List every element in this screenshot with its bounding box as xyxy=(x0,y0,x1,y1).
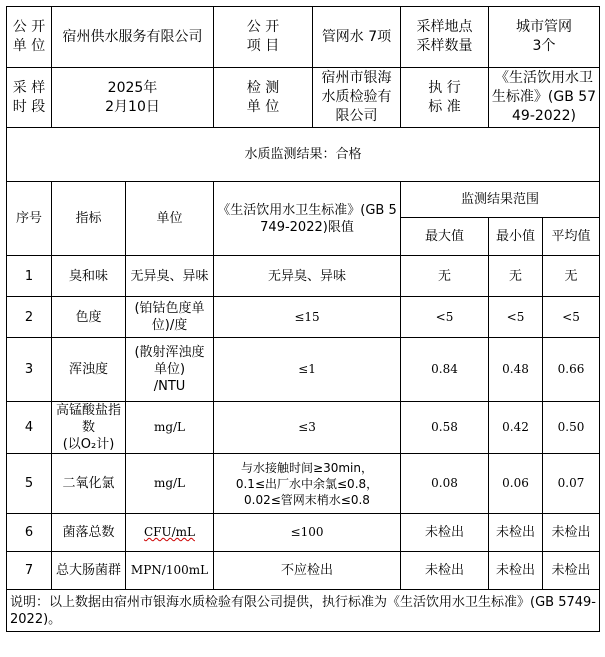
publisher-label: 公 开 单 位 xyxy=(7,7,52,68)
sampling-period-value: 2025年 2月10日 xyxy=(52,68,214,128)
water-quality-report xyxy=(6,6,599,632)
table-row xyxy=(7,297,600,338)
row-seq: 2 xyxy=(7,297,52,338)
row-unit: mg/L xyxy=(126,402,214,454)
row-indicator: 高锰酸盐指数 (以O₂计) xyxy=(52,402,126,454)
publisher-value: 宿州供水服务有限公司 xyxy=(52,7,214,68)
row-limit: ≤100 xyxy=(214,514,401,552)
row-indicator: 臭和味 xyxy=(52,256,126,297)
row-unit: MPN/100mL xyxy=(126,552,214,590)
row-avg: 0.07 xyxy=(543,454,600,514)
row-max: 未检出 xyxy=(401,552,489,590)
row-indicator: 菌落总数 xyxy=(52,514,126,552)
row-max: 0.08 xyxy=(401,454,489,514)
row-unit xyxy=(126,514,214,552)
report-table xyxy=(6,6,600,632)
note-row xyxy=(7,590,600,632)
row-max: 0.58 xyxy=(401,402,489,454)
row-seq: 3 xyxy=(7,338,52,402)
row-min: 0.42 xyxy=(489,402,543,454)
row-avg: 0.50 xyxy=(543,402,600,454)
row-avg: 0.66 xyxy=(543,338,600,402)
standard-value: 《生活饮用水卫生标准》(GB 5749-2022) xyxy=(489,68,600,128)
row-max: 0.84 xyxy=(401,338,489,402)
col-limit: 《生活饮用水卫生标准》(GB 5749-2022)限值 xyxy=(214,182,401,256)
table-row xyxy=(7,256,600,297)
header-row-1 xyxy=(7,7,600,68)
col-avg: 平均值 xyxy=(543,218,600,256)
row-seq: 7 xyxy=(7,552,52,590)
result-text: 水质监测结果：合格 xyxy=(7,128,600,182)
row-unit-text: CFU/mL xyxy=(143,525,195,539)
row-indicator: 浑浊度 xyxy=(52,338,126,402)
table-row xyxy=(7,514,600,552)
row-limit: 不应检出 xyxy=(214,552,401,590)
header-row-2 xyxy=(7,68,600,128)
row-max: 无 xyxy=(401,256,489,297)
row-min: 未检出 xyxy=(489,552,543,590)
row-indicator: 总大肠菌群 xyxy=(52,552,126,590)
col-min: 最小值 xyxy=(489,218,543,256)
row-min: 无 xyxy=(489,256,543,297)
row-limit: 无异臭、异味 xyxy=(214,256,401,297)
row-seq: 4 xyxy=(7,402,52,454)
table-row xyxy=(7,454,600,514)
row-unit: (散射浑浊度单位) /NTU xyxy=(126,338,214,402)
row-unit: mg/L xyxy=(126,454,214,514)
row-limit: ≤1 xyxy=(214,338,401,402)
table-row xyxy=(7,338,600,402)
row-limit: 与水接触时间≥30min， 0.1≤出厂水中余氯≤0.8， 0.02≤管网末梢水≤0.8 xyxy=(214,454,401,514)
result-row xyxy=(7,128,600,182)
row-avg: 未检出 xyxy=(543,552,600,590)
row-max: 未检出 xyxy=(401,514,489,552)
standard-label: 执 行 标 准 xyxy=(401,68,489,128)
row-min: <5 xyxy=(489,297,543,338)
col-unit: 单位 xyxy=(126,182,214,256)
row-indicator: 色度 xyxy=(52,297,126,338)
note-text: 说明：以上数据由宿州市银海水质检验有限公司提供，执行标准为《生活饮用水卫生标准》(GB 5749-2022)。 xyxy=(7,590,600,632)
row-indicator: 二氧化氯 xyxy=(52,454,126,514)
row-limit: ≤3 xyxy=(214,402,401,454)
row-max: <5 xyxy=(401,297,489,338)
row-seq: 1 xyxy=(7,256,52,297)
item-label: 公 开 项 目 xyxy=(214,7,313,68)
row-limit: ≤15 xyxy=(214,297,401,338)
row-seq: 6 xyxy=(7,514,52,552)
row-avg: <5 xyxy=(543,297,600,338)
sample-location-value: 城市管网 3个 xyxy=(489,7,600,68)
row-unit: 无异臭、异味 xyxy=(126,256,214,297)
row-min: 0.48 xyxy=(489,338,543,402)
sampling-period-label: 采 样 时 段 xyxy=(7,68,52,128)
item-value: 管网水 7项 xyxy=(313,7,401,68)
testing-unit-value: 宿州市银海水质检验有限公司 xyxy=(313,68,401,128)
row-avg: 无 xyxy=(543,256,600,297)
table-row xyxy=(7,552,600,590)
row-avg: 未检出 xyxy=(543,514,600,552)
testing-unit-label: 检 测 单 位 xyxy=(214,68,313,128)
row-unit: (铂钴色度单位)/度 xyxy=(126,297,214,338)
row-min: 未检出 xyxy=(489,514,543,552)
col-range: 监测结果范围 xyxy=(401,182,600,218)
row-min: 0.06 xyxy=(489,454,543,514)
column-head-row-1 xyxy=(7,182,600,218)
row-seq: 5 xyxy=(7,454,52,514)
col-seq: 序号 xyxy=(7,182,52,256)
sample-location-label: 采样地点 采样数量 xyxy=(401,7,489,68)
table-row xyxy=(7,402,600,454)
col-indicator: 指标 xyxy=(52,182,126,256)
col-max: 最大值 xyxy=(401,218,489,256)
